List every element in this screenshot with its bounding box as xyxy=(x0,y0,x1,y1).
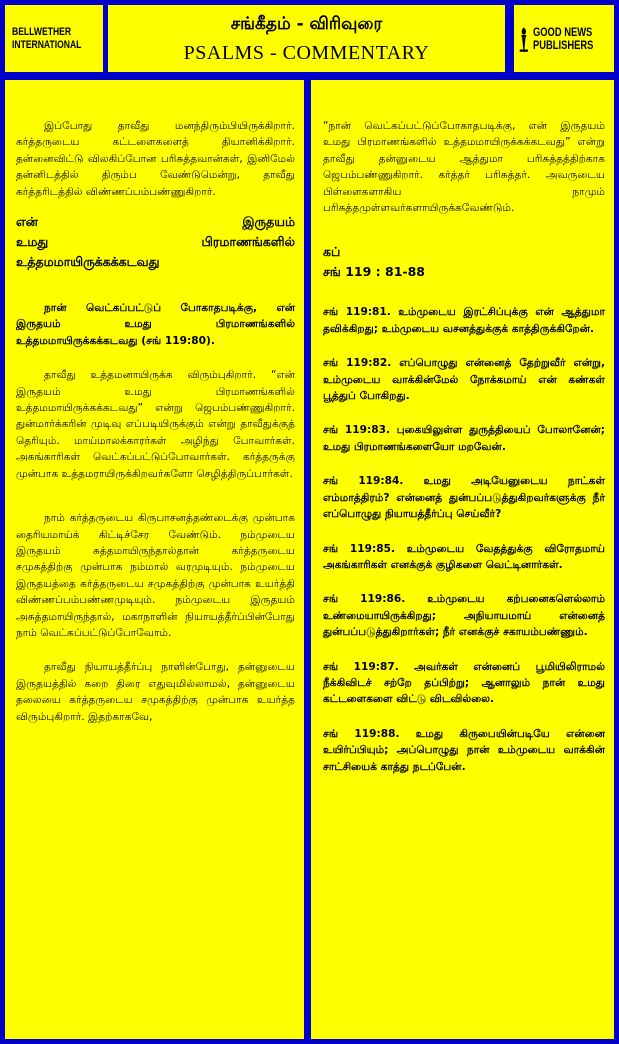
section-reference: சங் 119 : 81-88 xyxy=(323,264,425,280)
verse-87: சங் 119:87. அவர்கள் என்னைப் பூமியிலிராமல் நீக்கிவிடச் சற்றே தப்பிற்று; ஆனாலும் நான் உமது கட்டளைகளை விட்டு விடவில்லை. xyxy=(323,660,605,706)
verse-82: சங் 119:82. எப்பொழுது என்னைத் தேற்றுவீர் என்று, உம்முடைய வாக்கின்மேல் நோக்கமாய் என் கண்கள் பூத்துப் போகிறது. xyxy=(323,357,605,403)
verse-85: சங் 119:85. உம்முடைய வேதத்துக்கு விரோதமாய் அகங்காரிகள் எனக்குக் குழிகளை வெட்டினார்கள். xyxy=(323,542,605,571)
left-column xyxy=(5,80,304,1039)
good-news-logo xyxy=(514,5,614,72)
verse-83: சங் 119:83. புகையிலுள்ள துருத்தியைப் போலானேன்; உமது பிரமாணங்களையோ மறவேன். xyxy=(323,424,605,453)
left-heading-line-1: என் இருதயம் xyxy=(16,214,295,230)
left-verse-quote: நான் வெட்கப்பட்டுப் போகாதபடிக்கு, என் இருதயம் உமது பிரமாணங்களில் உத்தமமாயிருக்கக்கடவது (சங் 119:80). xyxy=(16,302,295,347)
verse-88: சங் 119:88. உமது கிருபையின்படியே என்னை உயிர்ப்பியும்; அப்பொழுது நான் உம்முடைய வாக்கின் சாட்சியைக் காத்து நடப்பேன். xyxy=(323,727,605,773)
left-heading-line-3: உத்தமமாயிருக்கக்கடவது xyxy=(16,254,160,270)
torch-icon xyxy=(518,17,530,61)
verse-84: சங் 119:84. உமது அடியேனுடைய நாட்கள் எம்மாத்திரம்? என்னைத் துன்பப்படுத்துகிறவர்களுக்கு நீர் எப்பொழுது நியாயத்தீர்ப்பு செய்வீர்? xyxy=(323,475,605,521)
right-paragraph-1: “நான் வெட்கப்பட்டுப்போகாதபடிக்கு, என் இருதயம் உமது பிரமாணங்களில் உத்தமமாயிருக்கக்கடவது” என்று தாவீது தன்னுடைய ஆத்துமா பரிசுத்தத்திற்காக ஜெபம்பண்ணுகிறார். கர்த்தர் பரிசுத்தர். அவருடைய பிள்ளைகளாகிய நாமும் பரிசுத்தமுள்ளவர்களாயிருக்கவேண்டும். xyxy=(323,120,605,215)
publisher-right-line2: PUBLISHERS xyxy=(532,37,593,52)
left-paragraph-2: தாவீது உத்தமனாயிருக்க விரும்புகிறார். “என் இருதயம் உமது பிரமாணங்களில் உத்தமமாயிருக்கக்கடவது” என்று ஜெபம்பண்ணுகிறார். துன்மார்க்கரின் முடிவு எப்படியிருக்கும் என்று தாவீதுக்குத் தெரியும். மாய்மாலக்காரர்கள் அழிந்து போவார்கள். அகங்காரிகள் வெட்கப்பட்டுப்போவார்கள். கர்த்தருக்கு முன்பாக உத்தமராயிருக்கிறவர்களோ செழித்திருப்பார்கள். xyxy=(16,369,295,480)
title-english: PSALMS - COMMENTARY xyxy=(183,42,430,64)
title-tamil: சங்கீதம் - விரிவுரை xyxy=(230,14,383,34)
right-column xyxy=(311,80,614,1039)
publisher-left-line2: INTERNATIONAL xyxy=(12,38,82,51)
left-heading xyxy=(16,212,295,272)
verse-86: சங் 119:86. உம்முடைய கற்பனைகளெல்லாம் உண்மையாயிருக்கிறது; அநியாயமாய் என்னைத் துன்பப்படுத்துகிறார்கள்; நீர் எனக்குச் சகாயம்பண்ணும். xyxy=(323,593,605,639)
left-heading-line-2: உமது பிரமாணங்களில் xyxy=(16,234,295,250)
verse-81: சங் 119:81. உம்முடைய இரட்சிப்புக்கு என் ஆத்துமா தவிக்கிறது; உம்முடைய வசனத்துக்குக் காத்திருக்கிறேன். xyxy=(323,306,605,335)
left-paragraph-1: இப்போது தாவீது மனந்திரும்பியிருக்கிறார். கர்த்தருடைய கட்டளைகளைத் தியானிக்கிறார். தன்னைவிட்டு விலகிப்போன பரிசுத்தவான்கள், இனிமேல் தன்னிடத்தில் திரும்ப வேண்டுமென்று, தாவீது கர்த்தரிடத்தில் விண்ணப்பம்பண்ணுகிறார். xyxy=(16,120,295,198)
publisher-left-line1: BELLWETHER xyxy=(12,25,72,38)
title-banner xyxy=(108,5,505,72)
section-title: கப் xyxy=(323,244,341,260)
left-paragraph-3: நாம் கர்த்தருடைய கிருபாசனத்தண்டைக்கு முன்பாக தைரியமாய்க் கிட்டிச்சேர வேண்டும். நம்முடைய இருதயம் சுத்தமாயிருந்தால்தான் கர்த்தருடைய சமுகத்திற்கு முன்பாக நம்மால் வரமுடியும். நம்முடைய இருதயத்தை கர்த்தருடைய சமுகத்திற்கு முன்பாக உயர்த்தி விண்ணப்பம்பண்ணமுடியும். நம்முடைய இருதயம் அசுத்தமாயிருந்தால், மகாநாளின் நியாயத்தீர்ப்பின்போது நாம் வெட்கப்பட்டுப்போவோம். xyxy=(16,512,295,639)
publisher-right-line1: GOOD NEWS xyxy=(532,24,592,39)
bellwether-logo xyxy=(5,5,103,72)
left-paragraph-4: தாவீது நியாயத்தீர்ப்பு நாளின்போது, தன்னுடைய இருதயத்தில் கறை திரை எதுவுமில்லாமல், தன்னுடைய தலையை கர்த்தருடைய சமுகத்திற்கு முன்பாக உயர்த்த விரும்புகிறார். இதற்காகவே, xyxy=(16,661,295,723)
